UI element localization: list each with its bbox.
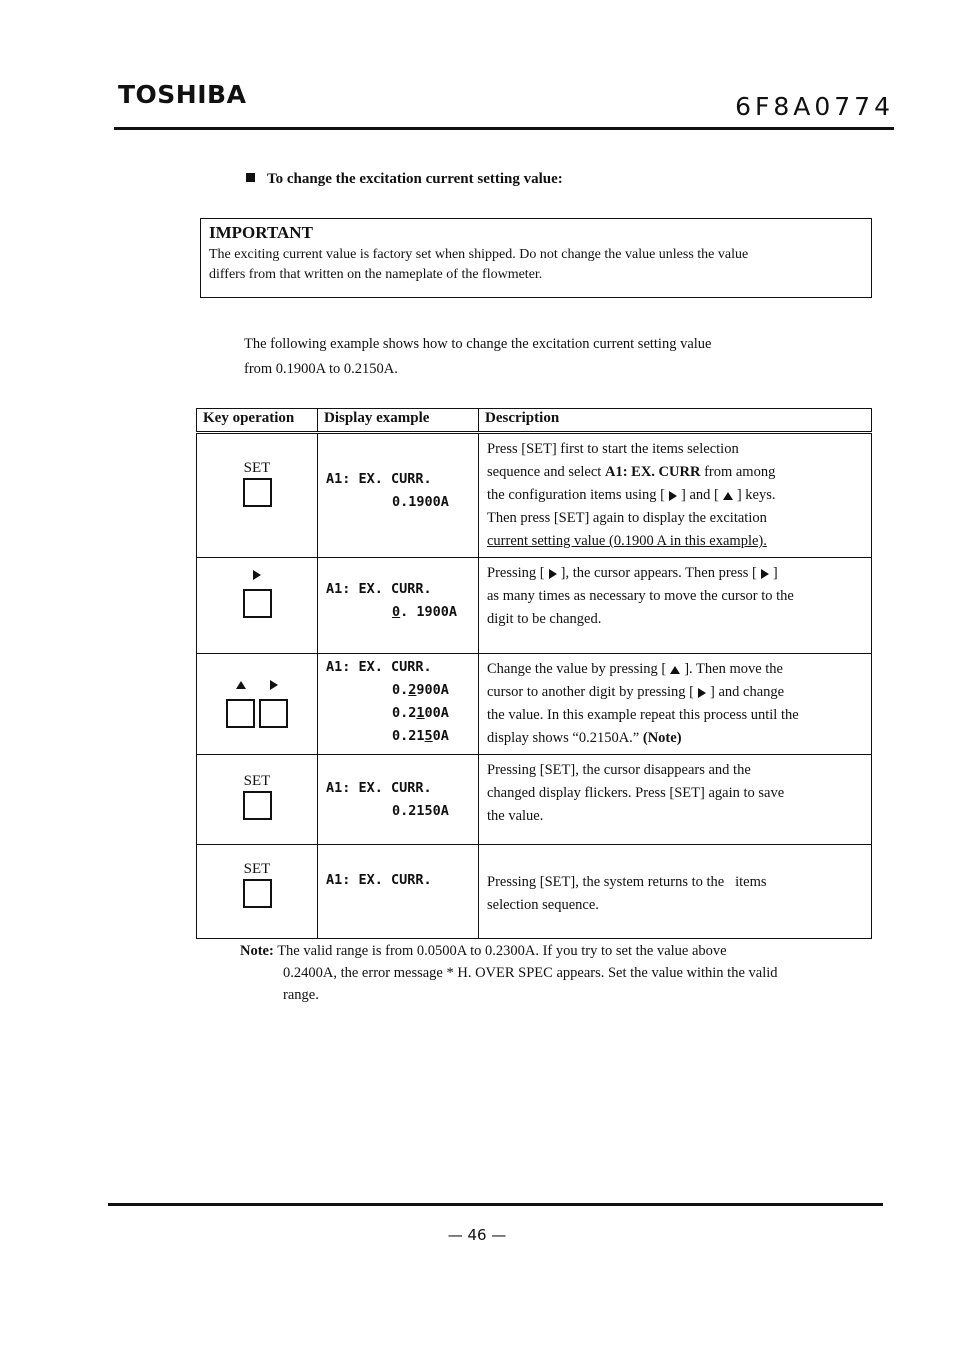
important-line: differs from that written on the nameplate of the flowmeter. xyxy=(209,267,543,282)
desc-line xyxy=(487,681,863,704)
key-label: SET xyxy=(243,773,271,789)
desc-text: Pressing [ xyxy=(487,565,545,581)
set-key-icon xyxy=(243,478,272,507)
desc-text: from among xyxy=(700,464,776,480)
display-line: A1: EX. CURR. xyxy=(326,872,432,888)
desc-line: the value. xyxy=(487,808,544,824)
desc-line xyxy=(487,562,863,585)
key-label: SET xyxy=(243,861,271,877)
desc-text: Change the value by pressing [ xyxy=(487,661,667,677)
key-label: SET xyxy=(243,460,271,476)
display-text: 0. xyxy=(392,682,409,698)
display-cell xyxy=(318,845,479,939)
right-triangle-icon xyxy=(270,680,278,690)
up-key-icon xyxy=(226,699,255,728)
key-label xyxy=(197,676,317,693)
desc-bold-text: (Note) xyxy=(642,730,682,746)
column-header-key-operation: Key operation xyxy=(197,409,318,433)
desc-line: the value. In this example repeat this process until the xyxy=(487,707,799,723)
note-label: Note: xyxy=(240,943,274,959)
set-key-icon xyxy=(243,879,272,908)
desc-text: display shows “0.2150A.” xyxy=(487,730,643,746)
key-cell xyxy=(197,433,318,558)
display-value xyxy=(326,702,478,725)
page-number: — 46 — xyxy=(447,1226,507,1244)
column-header-description: Description xyxy=(479,409,872,433)
set-key-icon xyxy=(243,791,272,820)
display-cell xyxy=(318,654,479,755)
table-row xyxy=(197,755,872,845)
right-triangle-icon xyxy=(669,491,677,501)
desc-text: the configuration items using [ xyxy=(487,487,665,503)
right-key-icon xyxy=(259,699,288,728)
display-text: 00A xyxy=(424,705,449,721)
display-text: 0.21 xyxy=(392,728,425,744)
right-triangle-icon xyxy=(253,570,261,580)
display-text: 0.2 xyxy=(392,705,417,721)
up-triangle-icon xyxy=(670,666,680,674)
key-cell xyxy=(197,845,318,939)
display-line: A1: EX. CURR. xyxy=(326,471,432,487)
header-rule xyxy=(114,127,894,130)
note-line: range. xyxy=(283,987,319,1003)
desc-line: current setting value (0.1900 A in this example). xyxy=(487,533,767,549)
display-cell xyxy=(318,558,479,654)
desc-bold-text: A1: EX. CURR xyxy=(604,464,701,480)
right-triangle-icon xyxy=(761,569,769,579)
key-cell xyxy=(197,755,318,845)
cursor-digit: 2 xyxy=(408,682,417,698)
display-line: A1: EX. CURR. xyxy=(326,659,432,675)
important-title: IMPORTANT xyxy=(209,223,313,242)
note-line: The valid range is from 0.0500A to 0.2300A. If you try to set the value above xyxy=(277,943,727,959)
display-value xyxy=(326,601,478,624)
desc-text: ], the cursor appears. Then press [ xyxy=(560,565,757,581)
description-cell xyxy=(479,654,872,755)
desc-line: Pressing [SET], the system returns to the items xyxy=(487,874,767,890)
note-paragraph xyxy=(240,940,860,1006)
right-key-icon xyxy=(243,589,272,618)
section-heading xyxy=(246,171,563,188)
table-row xyxy=(197,654,872,755)
right-triangle-icon xyxy=(549,569,557,579)
important-line: The exciting current value is factory set when shipped. Do not change the value unless the value xyxy=(209,247,749,262)
key-cell xyxy=(197,654,318,755)
key-label xyxy=(197,566,317,583)
up-triangle-icon xyxy=(236,681,246,689)
desc-line xyxy=(487,658,863,681)
important-text xyxy=(209,245,863,285)
description-cell xyxy=(479,558,872,654)
desc-line: selection sequence. xyxy=(487,897,599,913)
desc-line: digit to be changed. xyxy=(487,611,602,627)
table-header-row xyxy=(197,409,872,433)
intro-line: The following example shows how to change the excitation current setting value xyxy=(244,336,712,352)
display-text: . 1900A xyxy=(400,604,458,620)
desc-line: as many times as necessary to move the cursor to the xyxy=(487,588,794,604)
key-cell xyxy=(197,558,318,654)
brand-logo: TOSHIBA xyxy=(118,80,247,109)
display-cell xyxy=(318,755,479,845)
display-value xyxy=(326,679,478,702)
display-line: A1: EX. CURR. xyxy=(326,581,432,597)
desc-line xyxy=(487,461,863,484)
key-operation-table xyxy=(196,408,872,939)
section-heading-text: To change the excitation current setting value: xyxy=(267,171,563,187)
desc-text: ] xyxy=(772,565,778,581)
column-header-display-example: Display example xyxy=(318,409,479,433)
display-cell xyxy=(318,433,479,558)
desc-line: Pressing [SET], the cursor disappears and the xyxy=(487,762,751,778)
table-row xyxy=(197,845,872,939)
up-triangle-icon xyxy=(723,492,733,500)
desc-text: ] and [ xyxy=(681,487,719,503)
cursor-digit: 1 xyxy=(416,705,425,721)
desc-text: cursor to another digit by pressing [ xyxy=(487,684,694,700)
desc-line: Then press [SET] again to display the excitation xyxy=(487,510,767,526)
desc-line xyxy=(487,727,863,750)
description-cell xyxy=(479,433,872,558)
desc-text: sequence and select xyxy=(487,464,605,480)
desc-line: Press [SET] first to start the items selection xyxy=(487,441,739,457)
document-number: 6F8A0774 xyxy=(735,92,894,121)
right-triangle-icon xyxy=(698,688,706,698)
table-row xyxy=(197,433,872,558)
display-line: A1: EX. CURR. xyxy=(326,780,432,796)
desc-text: ] keys. xyxy=(736,487,776,503)
desc-line: changed display flickers. Press [SET] again to save xyxy=(487,785,785,801)
note-line: 0.2400A, the error message * H. OVER SPEC appears. Set the value within the valid xyxy=(283,965,778,981)
desc-text: ]. Then move the xyxy=(684,661,783,677)
display-text: 900A xyxy=(416,682,449,698)
display-text: 0A xyxy=(432,728,449,744)
footer-rule xyxy=(108,1203,883,1206)
description-cell xyxy=(479,845,872,939)
intro-line: from 0.1900A to 0.2150A. xyxy=(244,361,398,377)
cursor-digit: 0 xyxy=(392,604,401,620)
display-value: 0.1900A xyxy=(392,494,449,510)
cursor-digit: 5 xyxy=(424,728,433,744)
display-value: 0.2150A xyxy=(392,803,449,819)
desc-text: ] and change xyxy=(710,684,785,700)
intro-paragraph xyxy=(244,332,844,382)
display-value xyxy=(326,725,478,748)
table-row xyxy=(197,558,872,654)
square-bullet-icon xyxy=(246,173,255,182)
description-cell xyxy=(479,755,872,845)
important-box xyxy=(200,218,872,298)
desc-line xyxy=(487,484,863,507)
